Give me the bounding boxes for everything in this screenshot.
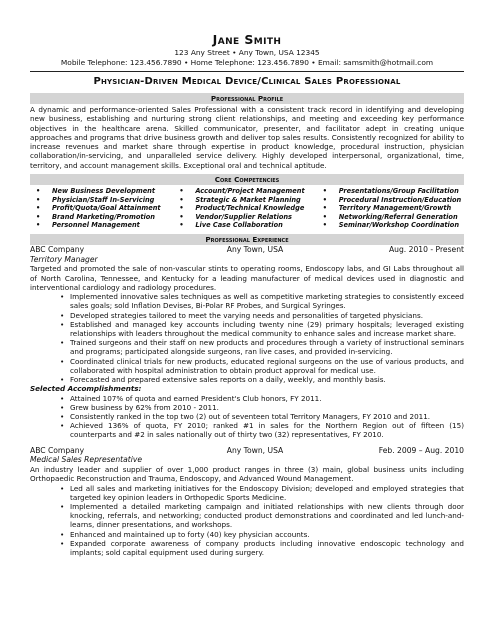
list-item: • Developed strategies tailored to meet the varying needs and personalities of targeted physicians. — [30, 311, 464, 320]
job-summary: Targeted and promoted the sale of non-vascular stints to operating rooms, Endoscopy labs, and GI Labs throughout all of North Carolina, Tennessee, and Kentucky for a leading manufacturer of medical devices used in diagnostic and interventional cardiology and radiology procedures. — [30, 264, 464, 292]
contact-line: Mobile Telephone: 123.456.7890 • Home Telephone: 123.456.7890 • Email: samsmith@hotmail.com — [60, 57, 434, 67]
list-item: • Forecasted and prepared extensive sales reports on a daily, weekly, and monthly basis. — [30, 375, 464, 384]
list-item: • Established and managed key accounts including twenty nine (29) primary hospitals; leveraged existing relationships with leaders throughout the medical community to enhance sales and increase market share. — [30, 320, 464, 338]
section-heading-competencies: Core Competencies — [30, 174, 464, 185]
competencies-column-1 — [30, 187, 173, 230]
job-entry-territory-manager — [30, 245, 464, 440]
competency-item: • Vendor/Supplier Relations — [173, 213, 316, 222]
address-line: 123 Any Street • Any Town, USA 12345 — [174, 48, 320, 57]
competency-item: • Seminar/Workshop Coordination — [317, 221, 464, 230]
job-header — [30, 245, 464, 255]
competencies-grid — [30, 187, 464, 230]
accomplishments-list — [30, 394, 464, 440]
job-duties-list — [30, 484, 464, 558]
job-location: Any Town, USA — [226, 445, 284, 455]
competencies-column-2 — [173, 187, 316, 230]
list-item: • Achieved 136% of quota, FY 2010; ranked #1 in sales for the Northern Region out of fifteen (15) counterparts and #2 in sales nationally out of thirty two (32) representatives, FY 2010. — [30, 421, 464, 439]
competency-item: • New Business Development — [30, 187, 173, 196]
job-dates: Aug. 2010 - Present — [388, 245, 464, 255]
competency-item: • Strategic & Market Planning — [173, 196, 316, 205]
list-item: • Attained 107% of quota and earned President's Club honors, FY 2011. — [30, 394, 464, 403]
job-location: Any Town, USA — [226, 245, 284, 255]
competency-item: • Product/Technical Knowledge — [173, 204, 316, 213]
competencies-column-3 — [317, 187, 464, 230]
competency-item: • Territory Management/Growth — [317, 204, 464, 213]
competency-item: • Live Case Collaboration — [173, 221, 316, 230]
list-item: • Trained surgeons and their staff on new products and procedures through a variety of instructional seminars and programs; participated alongside surgeons, ran live cases, and provided in-servicing. — [30, 338, 464, 356]
job-entry-medical-sales-rep — [30, 446, 464, 558]
job-title: Territory Manager — [30, 254, 98, 264]
job-title: Medical Sales Representative — [30, 455, 143, 465]
list-item: • Expanded corporate awareness of company products including innovative endoscopic technology and implants; sold capital equipment used during surgery. — [30, 539, 464, 557]
competency-item: • Brand Marketing/Promotion — [30, 213, 173, 222]
competency-item: • Networking/Referral Generation — [317, 213, 464, 222]
competency-item: • Procedural Instruction/Education — [317, 196, 464, 205]
list-item: • Coordinated clinical trials for new products, educated regional surgeons on the use of various products, and collaborated with hospital administration to obtain product approval for medical use. — [30, 357, 464, 375]
competency-item: • Profit/Quota/Goal Attainment — [30, 204, 173, 213]
list-item: • Enhanced and maintained up to forty (40) key physician accounts. — [30, 530, 464, 539]
company-name: ABC Company — [30, 245, 85, 255]
job-duties-list — [30, 292, 464, 384]
accomplishments-heading: Selected Accomplishments: — [30, 384, 142, 394]
list-item: • Implemented innovative sales techniques as well as competitive marketing strategies to consistently exceed sales goals; sold Inflation Devises, Bi-Polar RF Probes, and Surgical Syringes. — [30, 292, 464, 310]
company-name: ABC Company — [30, 445, 85, 455]
job-header — [30, 446, 464, 456]
competency-item: • Personnel Management — [30, 221, 173, 230]
section-heading-experience: Professional Experience — [30, 234, 464, 245]
competency-item: • Physician/Staff In-Servicing — [30, 196, 173, 205]
profile-text: A dynamic and performance-oriented Sales Professional with a consistent track record in identifying and developing new business, establishing and nurturing strong client relationships, and meeting and exceeding key performance objectives in the healthcare arena. Skilled communicator, presenter, and facilitator adept in creating unique approaches and programs that drive business growth and deliver top sales results. Consistently recognized for ability to increase revenues and market share through expertise in product knowledge, procedural instruction, physician collaboration/in-servicing, and unparalleled service delivery. Highly developed interpersonal, organizational, time, territory, and account management skills. Exceptional oral and technical aptitude. — [30, 105, 464, 170]
list-item: • Grew business by 62% from 2010 - 2011. — [30, 403, 464, 412]
list-item: • Led all sales and marketing initiatives for the Endoscopy Division; developed and employed strategies that targeted key opinion leaders in Orthopedic Sports Medicine. — [30, 484, 464, 502]
header-divider — [30, 71, 464, 72]
list-item: • Consistently ranked in the top two (2) out of seventeen total Territory Managers, FY 2010 and 2011. — [30, 412, 464, 421]
competency-item: • Account/Project Management — [173, 187, 316, 196]
resume-headline: Physician-Driven Medical Device/Clinical Sales Professional — [93, 76, 401, 88]
job-dates: Feb. 2009 – Aug. 2010 — [378, 445, 464, 455]
list-item: • Implemented a detailed marketing campaign and initiated relationships with new clients through door knocking, referrals, and networking; conducted product demonstrations and coordinated and led lunch-and-learns, dinner presentations, and workshops. — [30, 502, 464, 530]
competency-item: • Presentations/Group Facilitation — [317, 187, 464, 196]
candidate-name: Jane Smith — [212, 32, 282, 47]
section-heading-profile: Professional Profile — [30, 93, 464, 104]
job-summary: An industry leader and supplier of over 1,000 product ranges in three (3) main, global business units including Orthopaedic Reconstruction and Trauma, Endoscopy, and Advanced Wound Management. — [30, 465, 464, 484]
